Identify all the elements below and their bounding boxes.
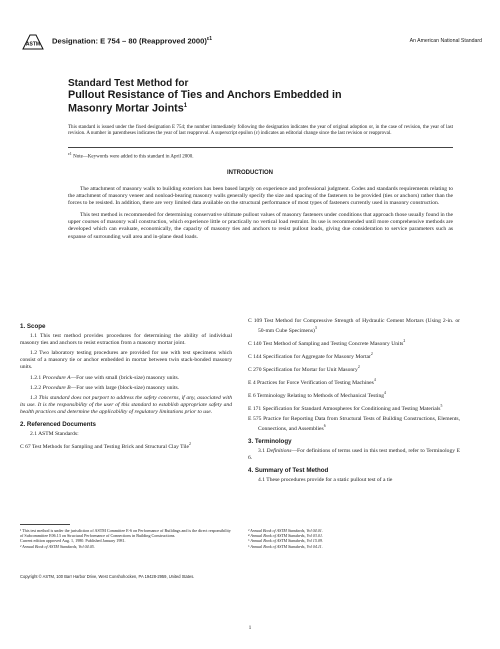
reference-item: C 109 Test Method for Compressive Strength of Hydraulic Cement Mortars (Using 2-in. or 50-mm Cube Specimens)$^3$ bbox=[248, 318, 460, 334]
title-line-1: Standard Test Method for bbox=[68, 78, 189, 89]
standard-type: An American National Standard bbox=[409, 38, 482, 44]
issuance-statement: This standard is issued under the fixed designation E 754; the number immediately following the designation indicates the year of original adoption or, in the case of revision, the year of last revision. A number in parentheses indicates the year of last reapproval. A superscript epsilon (ε) indicates an editorial change since the last revision or reapproval. bbox=[68, 125, 453, 137]
astm-logo-icon bbox=[22, 34, 44, 50]
footnote-rule bbox=[20, 524, 70, 525]
divider bbox=[68, 147, 453, 148]
copyright-notice: Copyright © ASTM, 100 Barr Harbor Drive, West Conshohocken, PA 19428-2959, United States. bbox=[20, 574, 195, 579]
intro-paragraph-2: This test method is recommended for determining conservative ultimate pullout values of masonry fasteners under conditions that approach those usually found in the upper courses of masonry wall construction, which experience little or practically no vertical load restraint. Its use is recommended until more comprehensive methods are developed which can evaluate, economically, the capacity of masonry ties and anchors to resist pullout loads, giving due consideration to service parameters such as expanse of surrounding wall area and in-plane dead loads. bbox=[68, 212, 453, 240]
editorial-note: $^{\varepsilon 1}$ Note—Keywords were added to this standard in April 2000. bbox=[68, 151, 194, 160]
reference-item: C 140 Test Method of Sampling and Testing Concrete Masonry Units$^2$ bbox=[248, 339, 406, 347]
reference-item: E 575 Practice for Reporting Data from Structural Tests of Building Constructions, Elements, Connections, and Assemblies$^6$ bbox=[248, 415, 460, 432]
title-line-2: Pullout Resistance of Ties and Anchors Embedded in bbox=[68, 88, 342, 101]
reference-item: E 171 Specification for Standard Atmospheres for Conditioning and Testing Materials$^5$ bbox=[248, 403, 443, 412]
paragraph-1-3: 1.3 This standard does not purport to address the safety concerns, if any, associated with its use. It is the responsibility of the user of this standard to establish appropriate safety and health practices and determine the applicability of regulatory limitations prior to use. bbox=[20, 394, 232, 415]
document-title bbox=[68, 78, 448, 115]
page-number: 1 bbox=[248, 625, 252, 631]
section-heading-scope: 1. Scope bbox=[20, 323, 46, 330]
section-heading-referenced-documents: 2. Referenced Documents bbox=[20, 421, 96, 429]
paragraph-1-2-1: 1.2.1 Procedure A—For use with small (brick-size) masonry units. bbox=[30, 374, 180, 381]
section-heading-summary: 4. Summary of Test Method bbox=[248, 467, 329, 475]
section-heading-terminology: 3. Terminology bbox=[248, 437, 292, 445]
paragraph-1-2-2: 1.2.2 Procedure B—For use with large (block-size) masonry units. bbox=[30, 384, 180, 391]
footnotes-right bbox=[248, 528, 460, 549]
page-header bbox=[22, 34, 482, 54]
reference-item: C 144 Specification for Aggregate for Masonry Mortar$^2$ bbox=[248, 352, 373, 360]
reference-item: C 67 Test Methods for Sampling and Testing Brick and Structural Clay Tile$^2$ bbox=[20, 442, 191, 451]
svg-text:ASTM: ASTM bbox=[25, 41, 41, 48]
footnote: ¹ This test method is under the jurisdiction of ASTM Committee E-6 on Performance of Buildings and is the direct responsibility of Subcommittee E06.13 on Structural Performance of Connections in Building Constructions. bbox=[20, 528, 231, 539]
footnote: ⁶ Annual Book of ASTM Standards, Vol 04.11. bbox=[248, 543, 323, 549]
paragraph-1-1: 1.1 This test method provides procedures for determining the ability of individual masonry ties and anchors to resist extraction from a masonry mortar joint. bbox=[20, 333, 232, 347]
introduction-heading: INTRODUCTION bbox=[227, 170, 273, 176]
title-line-3: Masonry Mortar Joints$^1$ bbox=[68, 102, 188, 115]
reference-item: C 270 Specification for Mortar for Unit Masonry$^2$ bbox=[248, 364, 360, 373]
reference-item: E 6 Terminology Relating to Methods of Mechanical Testing$^4$ bbox=[248, 390, 386, 399]
footnote: ⁴ Annual Book of ASTM Standards, Vol 03.01. bbox=[248, 533, 324, 539]
paragraph-4-1: 4.1 These procedures provide for a static pullout test of a tie bbox=[258, 477, 393, 484]
paragraph-1-2: 1.2 Two laboratory testing procedures are provided for use with test specimens which consist of a masonry tie or anchor embedded in mortar between twin stack-bonded masonry units. bbox=[20, 350, 232, 371]
footnote: ² Annual Book of ASTM Standards, Vol 04.05. bbox=[20, 543, 95, 549]
footnote: ³ Annual Book of ASTM Standards, Vol 04.01. bbox=[248, 528, 323, 533]
introduction bbox=[68, 186, 453, 246]
footnotes-left bbox=[20, 528, 232, 549]
right-column bbox=[248, 318, 460, 487]
footnote: ⁵ Annual Book of ASTM Standards, Vol 15.09. bbox=[248, 538, 324, 544]
paragraph-3-1: 3.1 Definitions—For definitions of terms used in this test method, refer to Terminology E 6. bbox=[248, 447, 461, 461]
paragraph-2-1: 2.1 ASTM Standards: bbox=[30, 431, 79, 438]
reference-item: E 4 Practices for Force Verification of Testing Machines$^4$ bbox=[248, 377, 376, 386]
intro-paragraph-1: The attachment of masonry walls to building exteriors has been based largely on experience and professional judgment. Codes and standards requirements relating to the attachment of masonry veneer and nonload-bearing masonry walls generally specify the size and spacing of the fasteners to be provided (ties or anchors) rather than the forces to be resisted. In addition, there are very limited data available on the structural performance of most types of fasteners currently used in masonry construction. bbox=[68, 186, 453, 207]
designation: Designation: E 754 – 80 (Reapproved 2000)$^{\varepsilon 1}$ bbox=[52, 36, 213, 46]
left-column bbox=[20, 318, 232, 454]
footnote: Current edition approved Aug. 1, 1980. Published January 1981. bbox=[20, 538, 126, 544]
